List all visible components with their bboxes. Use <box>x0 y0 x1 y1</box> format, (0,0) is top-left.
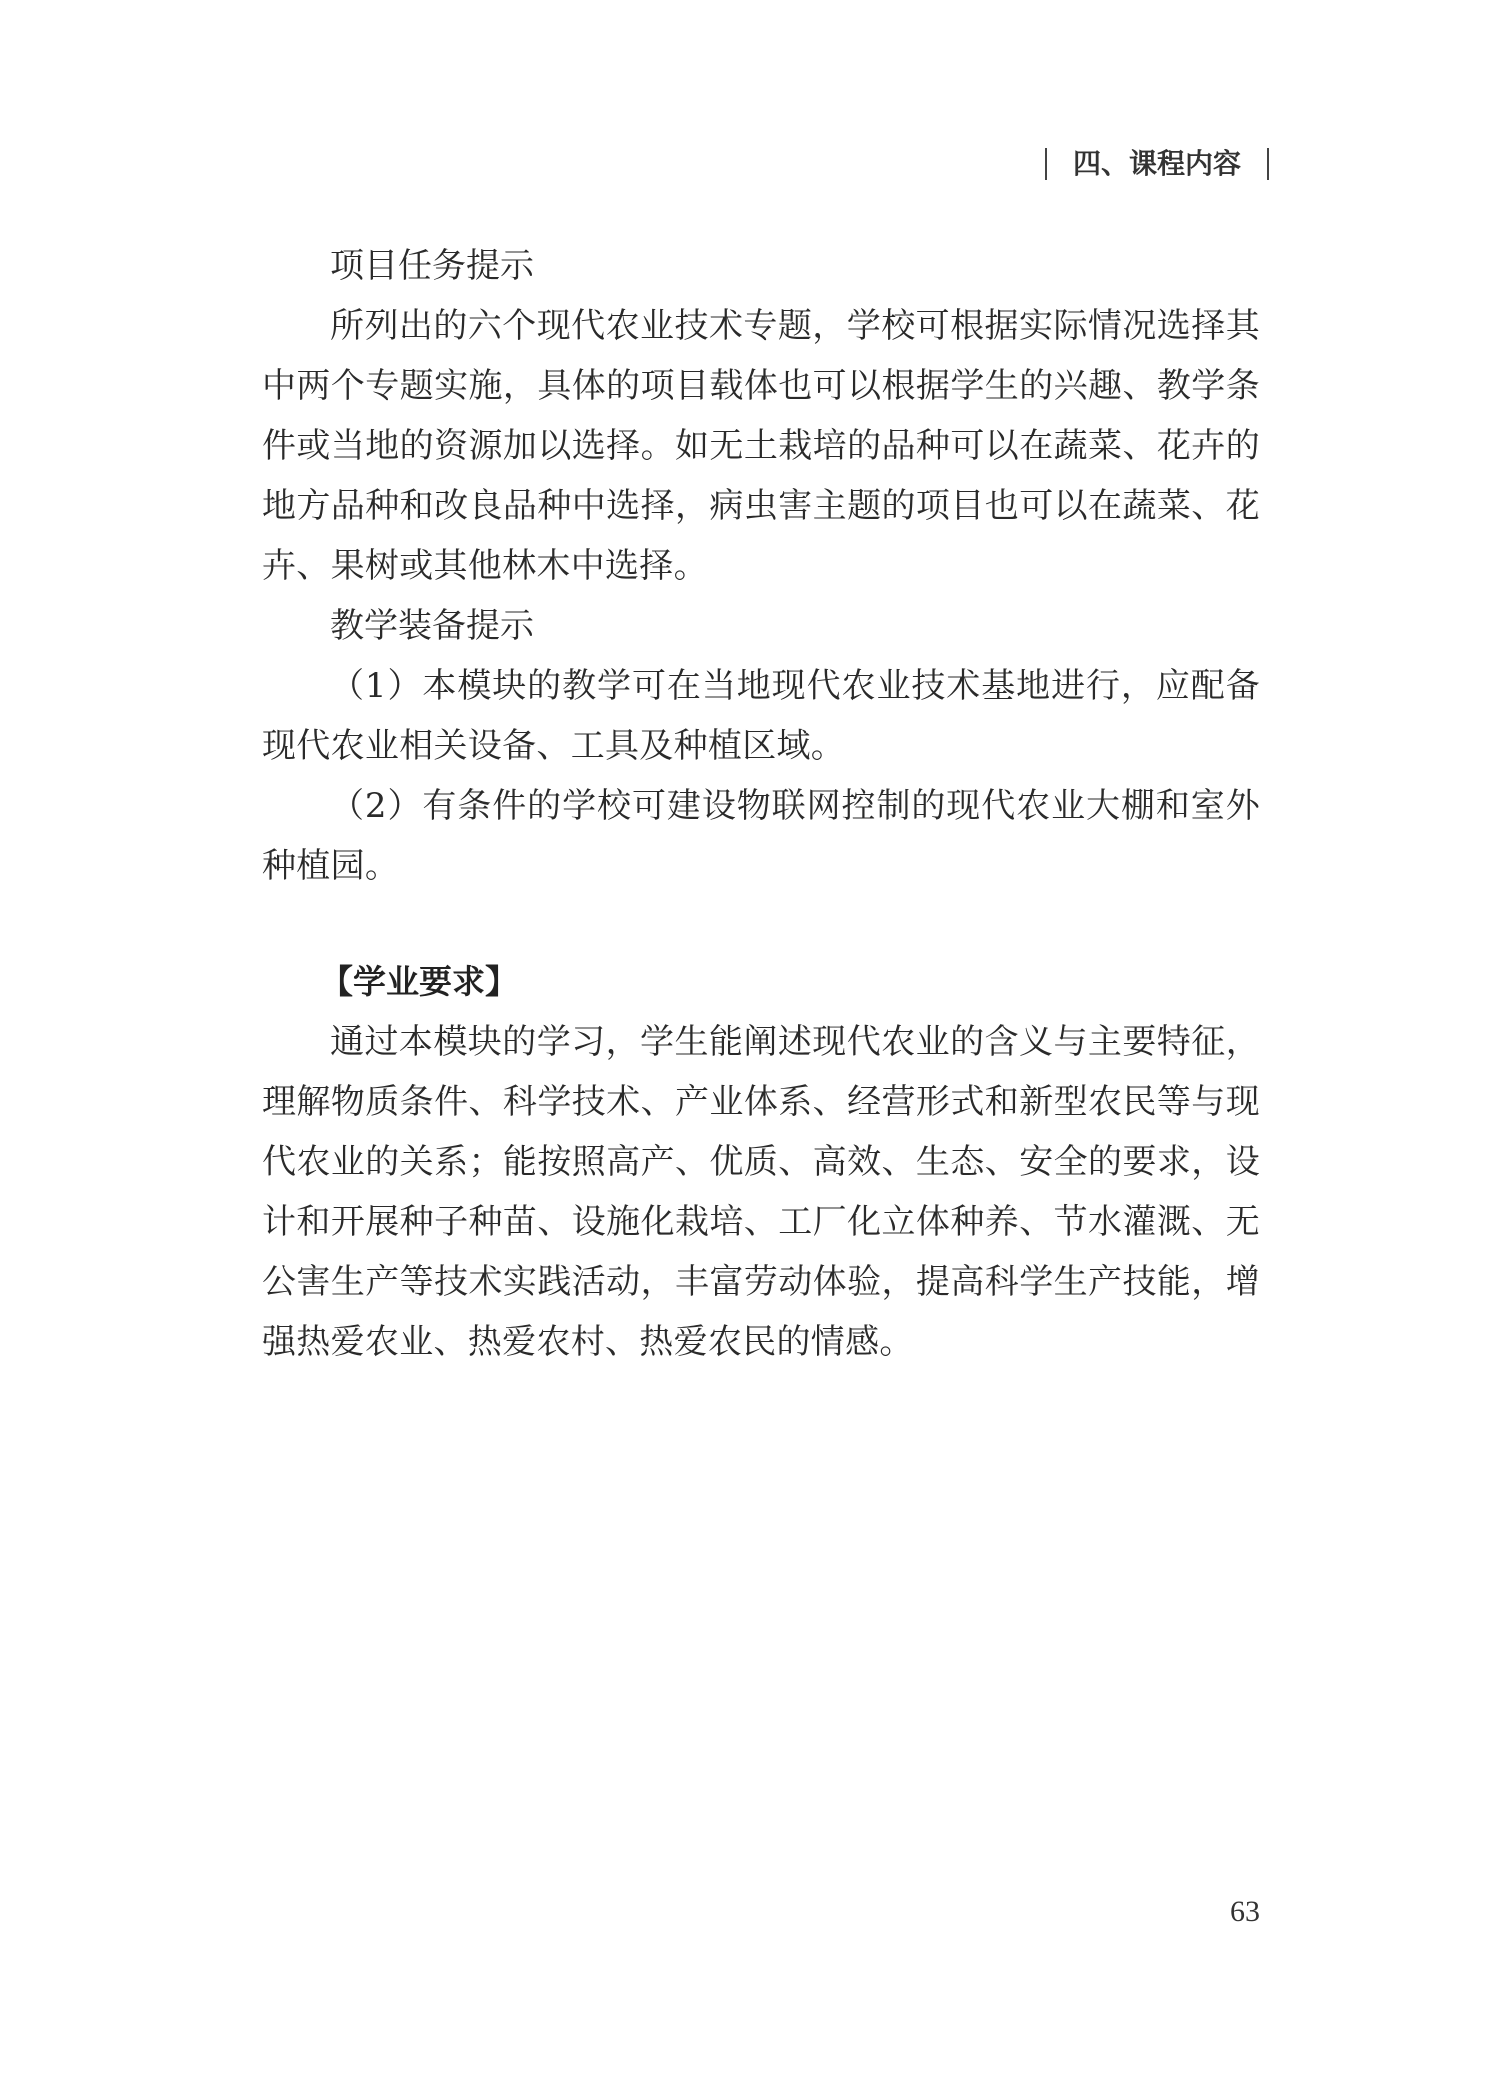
running-header <box>1045 142 1269 182</box>
page-number: 63 <box>1230 1895 1260 1928</box>
section-header-title: 四、课程内容 <box>1072 147 1241 180</box>
project-tips-paragraph: 所列出的六个现代农业技术专题，学校可根据实际情况选择其中两个专题实施，具体的项目载体也可以根据学生的兴趣、教学条件或当地的资源加以选择。如无土栽培的品种可以在蔬菜、花卉的地方品种和改良品种中选择，病虫害主题的项目也可以在蔬菜、花卉、果树或其他林木中选择。 <box>262 306 1260 586</box>
page-body <box>262 236 1260 1372</box>
equipment-tips-heading: 教学装备提示 <box>330 606 534 646</box>
academic-requirements-title: 【学业要求】 <box>320 962 518 1001</box>
project-tips-heading: 项目任务提示 <box>330 246 534 286</box>
section-spacer <box>262 896 1260 952</box>
equipment-tips-item-1: （1）本模块的教学可在当地现代农业技术基地进行，应配备现代农业相关设备、工具及种植区域。 <box>262 666 1260 766</box>
equipment-tips-item-2: （2）有条件的学校可建设物联网控制的现代农业大棚和室外种植园。 <box>262 786 1260 886</box>
header-left-divider <box>1045 148 1047 180</box>
header-right-divider <box>1267 148 1269 180</box>
academic-requirements-paragraph: 通过本模块的学习，学生能阐述现代农业的含义与主要特征，理解物质条件、科学技术、产业体系、经营形式和新型农民等与现代农业的关系；能按照高产、优质、高效、生态、安全的要求，设计和开展种子种苗、设施化栽培、工厂化立体种养、节水灌溉、无公害生产等技术实践活动，丰富劳动体验，提高科学生产技能，增强热爱农业、热爱农村、热爱农民的情感。 <box>262 1022 1260 1362</box>
